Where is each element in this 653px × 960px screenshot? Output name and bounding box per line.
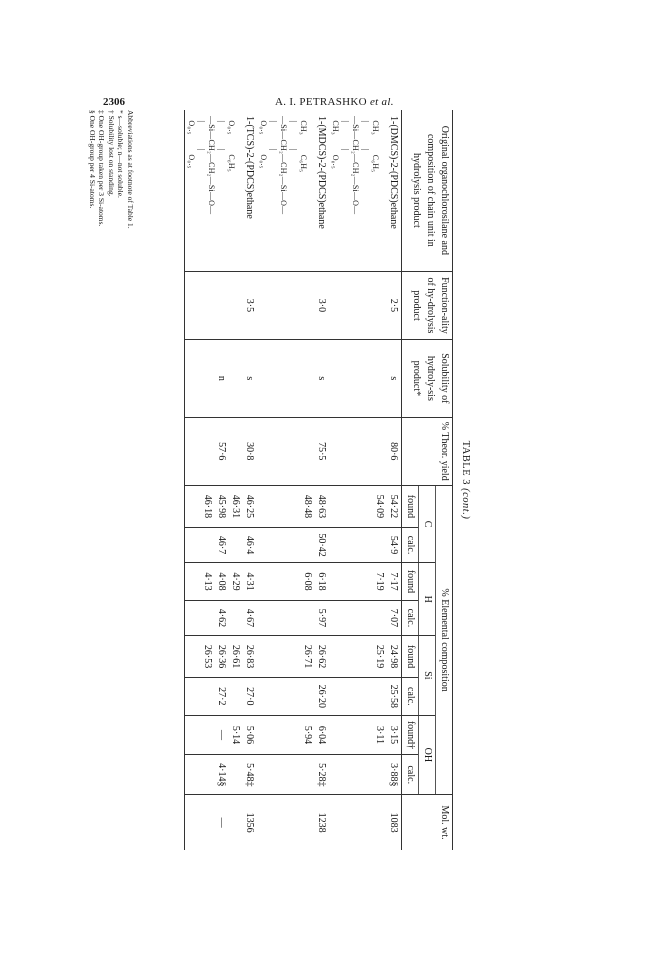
structural-formula: O₀.₅ C₆H₅ | | —Si—CH₂—CH₂—Si—O— | | O₀.₅ O₀.₅: [187, 116, 236, 215]
col-h-calc: calc.: [402, 600, 419, 635]
c-calc-values: 46·4 46·7: [185, 527, 258, 562]
col-si-found: found: [402, 636, 419, 678]
col-oh: OH: [419, 715, 436, 795]
composition-table: [184, 110, 453, 850]
si-found-values: 26·62 26·71: [257, 636, 329, 678]
structural-formula: CH₃ C₆H₅ | | —Si—CH₂—CH₂—Si—O— | | CH₃ O₀.₅: [331, 116, 380, 215]
row-compound: [257, 110, 329, 271]
c-found-values: 54·22 54·09: [329, 485, 402, 527]
h-found-values: 7·17 7·19: [329, 563, 402, 601]
col-c-found: found: [402, 485, 419, 527]
col-solubility: Solubility of hydroly-sis product*: [402, 340, 453, 417]
compound-name: 1-(MDCS)-2-(PDCS)ethane: [316, 116, 327, 229]
si-calc-values: 27·0 27·2: [185, 678, 258, 716]
table-footnotes: [88, 110, 136, 229]
h-calc-value: 7·07: [329, 600, 402, 635]
yield-values: 30·8 57·6: [185, 417, 258, 485]
yield-value: 80·6: [329, 417, 402, 485]
oh-found-values: 5·06 5·14 —: [185, 715, 258, 755]
col-functionality: Function-ality of hy-drolysis product: [402, 271, 453, 339]
c-calc-value: 54·9: [329, 527, 402, 562]
col-h: H: [419, 563, 436, 636]
oh-calc-value: 5·28‡: [257, 755, 329, 795]
table-label: TABLE 3: [460, 440, 471, 486]
solubility-value: s: [257, 340, 329, 417]
c-found-values: 48·63 48·48: [257, 485, 329, 527]
footnote: † Solubility lost on standing.: [107, 110, 116, 197]
footnote: § One OH-group per 4 Si-atoms.: [88, 110, 97, 209]
oh-calc-values: 5·48‡ 4·14§: [185, 755, 258, 795]
mol-wt-values: 1356 —: [185, 795, 258, 850]
col-original: Original organochlorosilane and composition of chain unit in hydrolysis product: [402, 110, 453, 271]
solubility-value: s: [329, 340, 402, 417]
h-found-values: 6·18 6·08: [257, 563, 329, 601]
oh-found-values: 3·15 3·11: [329, 715, 402, 755]
mol-wt-value: 1083: [329, 795, 402, 850]
table-row: [185, 110, 258, 850]
functionality-value: 3·0: [257, 271, 329, 339]
functionality-value: 3·5: [185, 271, 258, 339]
running-head-author: A. I. PETRASHKO: [275, 96, 367, 108]
table-row: [329, 110, 402, 850]
col-si: Si: [419, 636, 436, 716]
col-oh-found: found†: [402, 715, 419, 755]
functionality-value: 2·5: [329, 271, 402, 339]
col-h-found: found: [402, 563, 419, 601]
col-elemental: % Elemental composition: [436, 485, 453, 794]
footnote: Abbreviations as at footnote of Table 1.: [126, 110, 135, 229]
table-cont: (cont.): [460, 488, 471, 520]
h-calc-values: 4·67 4·62: [185, 600, 258, 635]
solubility-values: s n: [185, 340, 258, 417]
oh-found-values: 6·04 5·94: [257, 715, 329, 755]
h-calc-value: 5·97: [257, 600, 329, 635]
running-head: [275, 96, 394, 108]
si-found-values: 26·83 26·61 26·36 26·53: [185, 636, 258, 678]
col-yield: % Theor. yield: [402, 417, 453, 485]
si-found-values: 24·98 25·19: [329, 636, 402, 678]
col-si-calc: calc.: [402, 678, 419, 716]
col-c-calc: calc.: [402, 527, 419, 562]
c-found-values: 46·25 46·31 45·98 46·18: [185, 485, 258, 527]
row-compound: [329, 110, 402, 271]
table-row: [257, 110, 329, 850]
page-number: 2306: [103, 96, 125, 108]
footnote: * s—soluble; n—not soluble.: [116, 110, 126, 198]
col-oh-calc: calc.: [402, 755, 419, 795]
col-mol-wt: Mol. wt.: [402, 795, 453, 850]
col-c: C: [419, 485, 436, 562]
header-row-1: [436, 110, 453, 850]
h-found-values: 4·31 4·29 4·08 4·13: [185, 563, 258, 601]
rotated-table-page: [88, 110, 473, 850]
footnote: ‡ One OH-group taken per 3 Si-atoms.: [97, 110, 107, 227]
structural-formula: CH₃ C₆H₅ | | —Si—CH₂—CH₂—Si—O— | | O₀.₅ O₀.₅: [259, 116, 308, 215]
mol-wt-value: 1238: [257, 795, 329, 850]
row-compound: [185, 110, 258, 271]
oh-calc-value: 3·88§: [329, 755, 402, 795]
c-calc-value: 50·42: [257, 527, 329, 562]
running-head-et-al: et al.: [369, 96, 394, 108]
yield-value: 75·5: [257, 417, 329, 485]
si-calc-value: 26·20: [257, 678, 329, 716]
compound-name: 1-(TCS)-2-(PDCS)ethane: [244, 116, 255, 219]
compound-name: 1-(DMCS)-2-(PDCS)ethane: [388, 116, 399, 229]
table-caption: [460, 110, 471, 850]
si-calc-value: 25·58: [329, 678, 402, 716]
